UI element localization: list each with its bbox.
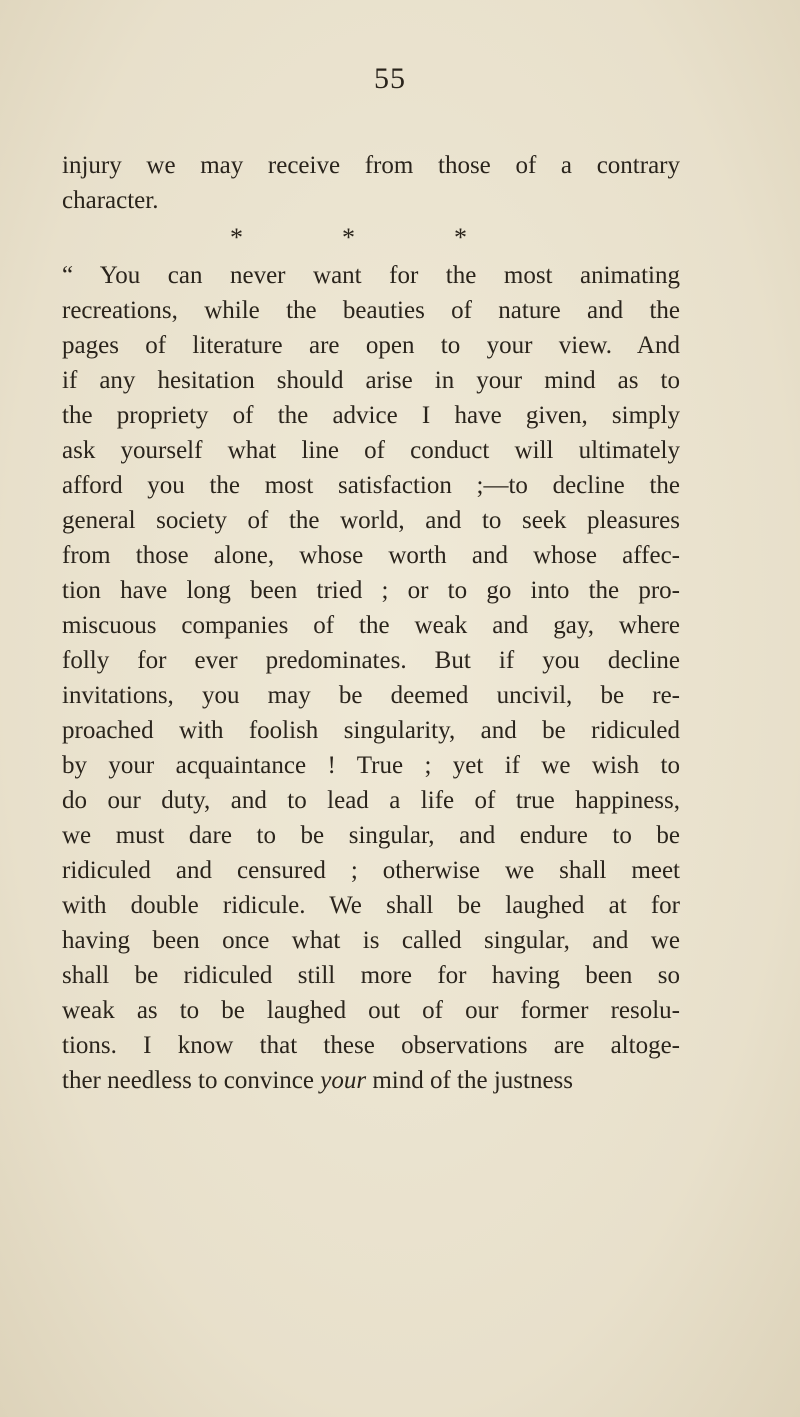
text-line: pages of literature are open to your view. And <box>62 332 680 359</box>
text-line: having been once what is called singular, and we <box>62 927 680 954</box>
text-line: invitations, you may be deemed uncivil, be re- <box>62 682 680 709</box>
separator-star: * <box>342 223 355 252</box>
text-line: with double ridicule. We shall be laughed at for <box>62 892 680 919</box>
text-line: tions. I know that these observations are altoge- <box>62 1032 680 1059</box>
text-line: by your acquaintance ! True ; yet if we wish to <box>62 752 680 779</box>
blank-page-area <box>0 840 800 1417</box>
text-line: “ You can never want for the most animating <box>62 262 680 289</box>
text-segment: mind of the justness <box>366 1067 574 1094</box>
text-line: tion have long been tried ; or to go into the pro- <box>62 577 680 604</box>
page-number: 55 <box>374 62 406 95</box>
text-line: ridiculed and censured ; otherwise we shall meet <box>62 857 680 884</box>
text-line: miscuous companies of the weak and gay, where <box>62 612 680 639</box>
text-line: weak as to be laughed out of our former resolu- <box>62 997 680 1024</box>
text-line: proached with foolish singularity, and be ridiculed <box>62 717 680 744</box>
separator-star: * <box>454 223 467 252</box>
text-line: character. <box>62 187 159 214</box>
text-line: the propriety of the advice I have given, simply <box>62 402 680 429</box>
text-line: from those alone, whose worth and whose affec- <box>62 542 680 569</box>
text-line: do our duty, and to lead a life of true happiness, <box>62 787 680 814</box>
text-line: if any hesitation should arise in your mind as to <box>62 367 680 394</box>
text-line: shall be ridiculed still more for having been so <box>62 962 680 989</box>
text-line: injury we may receive from those of a contrary <box>62 152 680 179</box>
text-line: recreations, while the beauties of nature and the <box>62 297 680 324</box>
text-line: afford you the most satisfaction ;—to decline the <box>62 472 680 499</box>
text-line: folly for ever predominates. But if you decline <box>62 647 680 674</box>
text-line: ask yourself what line of conduct will ultimately <box>62 437 680 464</box>
separator-star: * <box>230 223 243 252</box>
text-segment: ther needless to convince <box>62 1067 321 1094</box>
section-separator <box>62 218 680 258</box>
text-line: general society of the world, and to seek pleasures <box>62 507 680 534</box>
text-line: we must dare to be singular, and endure to be <box>62 822 680 849</box>
italic-word: your <box>320 1067 367 1094</box>
